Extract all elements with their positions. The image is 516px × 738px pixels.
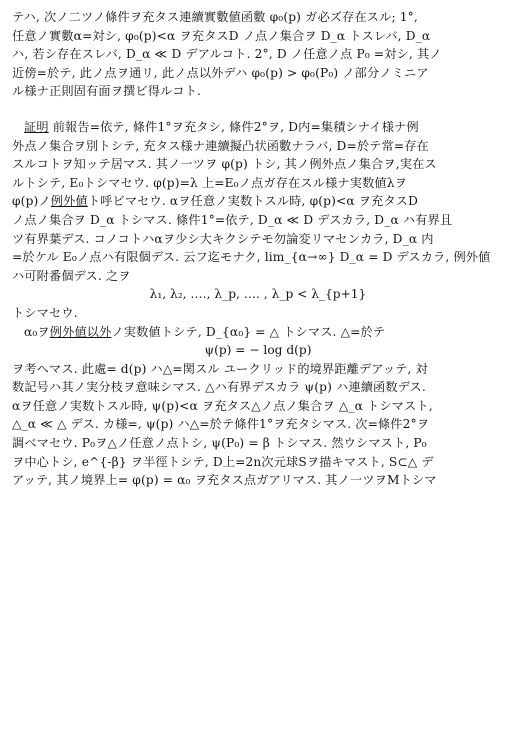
text-line: ハ可附番個デス. 之ヲ: [12, 268, 131, 283]
psi-definition-formula: ψ(p) = − log d(p): [204, 343, 312, 358]
text-line: αヲ任意ノ実数トスル時, ψ(p)<α ヲ充タス△ノ点ノ集合ヲ △_α トシマスト,: [12, 398, 433, 413]
text-line: ツ有界葉デス. コノコトハαヲ少シ大キクシテモ勿論変リマセンカラ, D_α 内: [12, 231, 434, 246]
text-line: 調ベマセウ. P₀ヲ△ノ任意ノ点トシ, ψ(P₀) = β トシマス. 然ウシマスト, P₀: [12, 436, 427, 451]
exceptional-value-sequence: λ₁, λ₂, ‥‥, λ_p, ‥‥ , λ_p < λ_{p+1}: [149, 287, 367, 302]
text-line: =於ケル E₀ノ点ハ有限個デス. 云フ迄モナク, lim_{α→∞} D_α = D デスカラ, 例外値: [12, 250, 491, 265]
proof-first-line: [12, 118, 504, 137]
underlined-term: 例外値以外: [49, 324, 112, 339]
text-span: 前報告=依テ, 條件1°ヲ充タシ, 條件2°ヲ, D内=集積シナイ様ナ例: [48, 119, 419, 134]
text-span: ノ実数値トシテ, D_{α₀} = △ トシマス. △=於テ: [111, 324, 386, 339]
text-line: △_α ≪ △ デス. カ様=, ψ(p) ハ△=於テ條件1°ヲ充タシマス. 次=條件2°ヲ: [12, 417, 430, 432]
text-line: ハ, 若シ存在スレバ, D_α ≪ D デアルコト. 2°, D ノ任意ノ点 P₀ =対シ, 其ノ: [12, 47, 442, 62]
text-span: φ(p)ノ: [12, 194, 51, 209]
text-line: テハ, 次ノ二ツノ條件ヲ充タス連續實數値函數 φ₀(p) ガ必ズ存在スル; 1°,: [12, 10, 418, 24]
theorem-paragraph: [12, 8, 504, 101]
text-span: α₀ヲ: [24, 324, 50, 339]
text-span: ト呼ビマセウ. αヲ任意ノ実数トスル時, φ(p)<α ヲ充タスD: [87, 194, 419, 209]
text-line: スルコトヲ知ッテ居マス. 其ノ一ツヲ φ(p) トシ, 其ノ例外点ノ集合ヲ,実在ス: [12, 157, 437, 172]
paragraph-gap: [12, 101, 504, 118]
text-line: ルトシテ, E₀トシマセウ. φ(p)=λ 上=E₀ノ点ガ存在スル様ナ実数値λヲ: [12, 175, 407, 190]
text-line: 任意ノ實數α=対シ, φ₀(p)<α ヲ充タスD ノ点ノ集合ヲ D_α トスレバ, D_α: [12, 28, 431, 43]
text-line: ル様ナ正則固有面ヲ撰ビ得ルコト.: [12, 84, 202, 99]
text-line: [12, 323, 504, 342]
text-line: アッテ, 其ノ境界上= φ(p) = α₀ ヲ充タス点ガアリマス. 其ノ一ツヲMトシマ: [12, 473, 437, 488]
text-line: 外点ノ集合ヲ別トシテ, 充タス様ナ連續擬凸状函數ナラバ, D=於テ常=存在: [12, 138, 429, 153]
proof-paragraph: [12, 118, 504, 490]
text-line: トシマセウ.: [12, 305, 78, 320]
text-line: 数記号ハ其ノ実分枝ヲ意味シマス. △ハ有界デスカラ ψ(p) ハ連續函数デス.: [12, 380, 426, 395]
text-line: ヲ考ヘマス. 此處= d(p) ハ△=関スル ユークリッド的境界距離デアッテ, 対: [12, 361, 428, 376]
text-line: 近傍=於テ, 此ノ点ヲ通リ, 此ノ点以外デハ φ₀(p) > φ₀(P₀) ノ部分ノミニア: [12, 65, 429, 80]
text-line: [12, 192, 504, 211]
text-line: ヲ中心トシ, e^{-β} ヲ半徑トシテ, D上=2n次元球Sヲ描キマスト, S⊂△ デ: [12, 454, 434, 469]
proof-label: 証明: [24, 119, 49, 134]
text-line: ノ点ノ集合ヲ D_α トシマス. 條件1°=依テ, D_α ≪ D デスカラ, D_α ハ有界且: [12, 212, 453, 227]
underlined-term: 例外値: [50, 194, 88, 209]
